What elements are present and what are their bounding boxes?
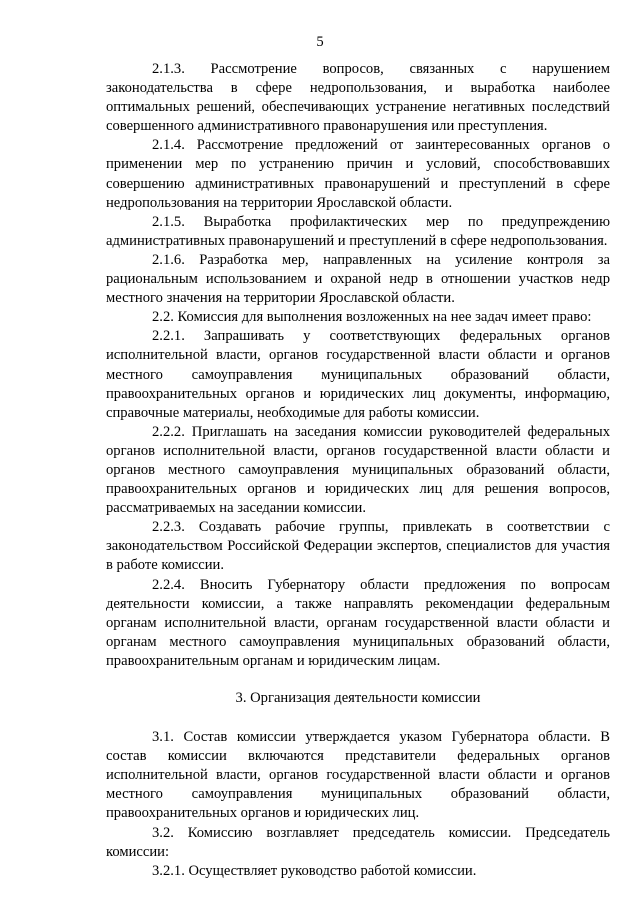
- paragraph-3-2: 3.2. Комиссию возглавляет председатель комиссии. Председатель комиссии:: [106, 824, 610, 860]
- paragraph-2-1-6: 2.1.6. Разработка мер, направленных на усиление контроля за рациональным использованием и охраной недр в отношении участков недр местного значения на территории Ярославской области.: [106, 251, 610, 307]
- paragraph-2-2-4: 2.2.4. Вносить Губернатору области предложения по вопросам деятельности комиссии, а также направлять рекомендации федеральным органам исполнительной власти, органам государственной власти области и органам местного самоуправления муниципальных образований области, правоохранительным органам и юридическим лицам.: [106, 576, 610, 669]
- paragraph-2-2-1: 2.2.1. Запрашивать у соответствующих федеральных органов исполнительной власти, органов государственной власти области и органов местного самоуправления муниципальных образований области, правоохранительных органов и юридических лиц документы, информацию, справочные материалы, необходимые для работы комиссии.: [106, 328, 610, 421]
- document-body: [106, 60, 610, 881]
- paragraph-2-1-3: 2.1.3. Рассмотрение вопросов, связанных с нарушением законодательства в сфере недропользования, и выработка наиболее оптимальных решений, обеспечивающих устранение негативных последствий совершенного административного правонарушения или преступления.: [106, 61, 610, 135]
- paragraph-2-2-2: 2.2.2. Приглашать на заседания комиссии руководителей федеральных органов исполнительной власти, органов государственной власти области и органов местного самоуправления муниципальных образований области, правоохранительных органов и юридических лиц для решения вопросов, рассматриваемых на заседании комиссии.: [106, 423, 610, 517]
- paragraph-2-2-3: 2.2.3. Создавать рабочие группы, привлекать в соответствии с законодательством Российской Федерации экспертов, специалистов для участия в работе комиссии.: [106, 519, 610, 574]
- paragraph-2-2: 2.2. Комиссия для выполнения возложенных на нее задач имеет право:: [152, 309, 592, 326]
- paragraph-3-1: 3.1. Состав комиссии утверждается указом Губернатора области. В состав комиссии включаются представители федеральных органов исполнительной власти, органов государственной власти области и органов местного самоуправления муниципальных образований области, правоохранительных органов и юридических лиц.: [106, 729, 610, 822]
- section-heading: 3. Организация деятельности комиссии: [235, 690, 481, 706]
- paragraph-2-1-5: 2.1.5. Выработка профилактических мер по предупреждению административных правонарушений и преступлений в сфере недропользования.: [106, 213, 610, 249]
- page-number: 5: [316, 34, 324, 50]
- paragraph-3-2-1: 3.2.1. Осуществляет руководство работой комиссии.: [152, 862, 477, 879]
- paragraph-2-1-4: 2.1.4. Рассмотрение предложений от заинтересованных органов о применении мер по устранению причин и условий, способствовавших совершению административных правонарушений и преступлений в сфере недропользования на территории Ярославской области.: [106, 137, 610, 211]
